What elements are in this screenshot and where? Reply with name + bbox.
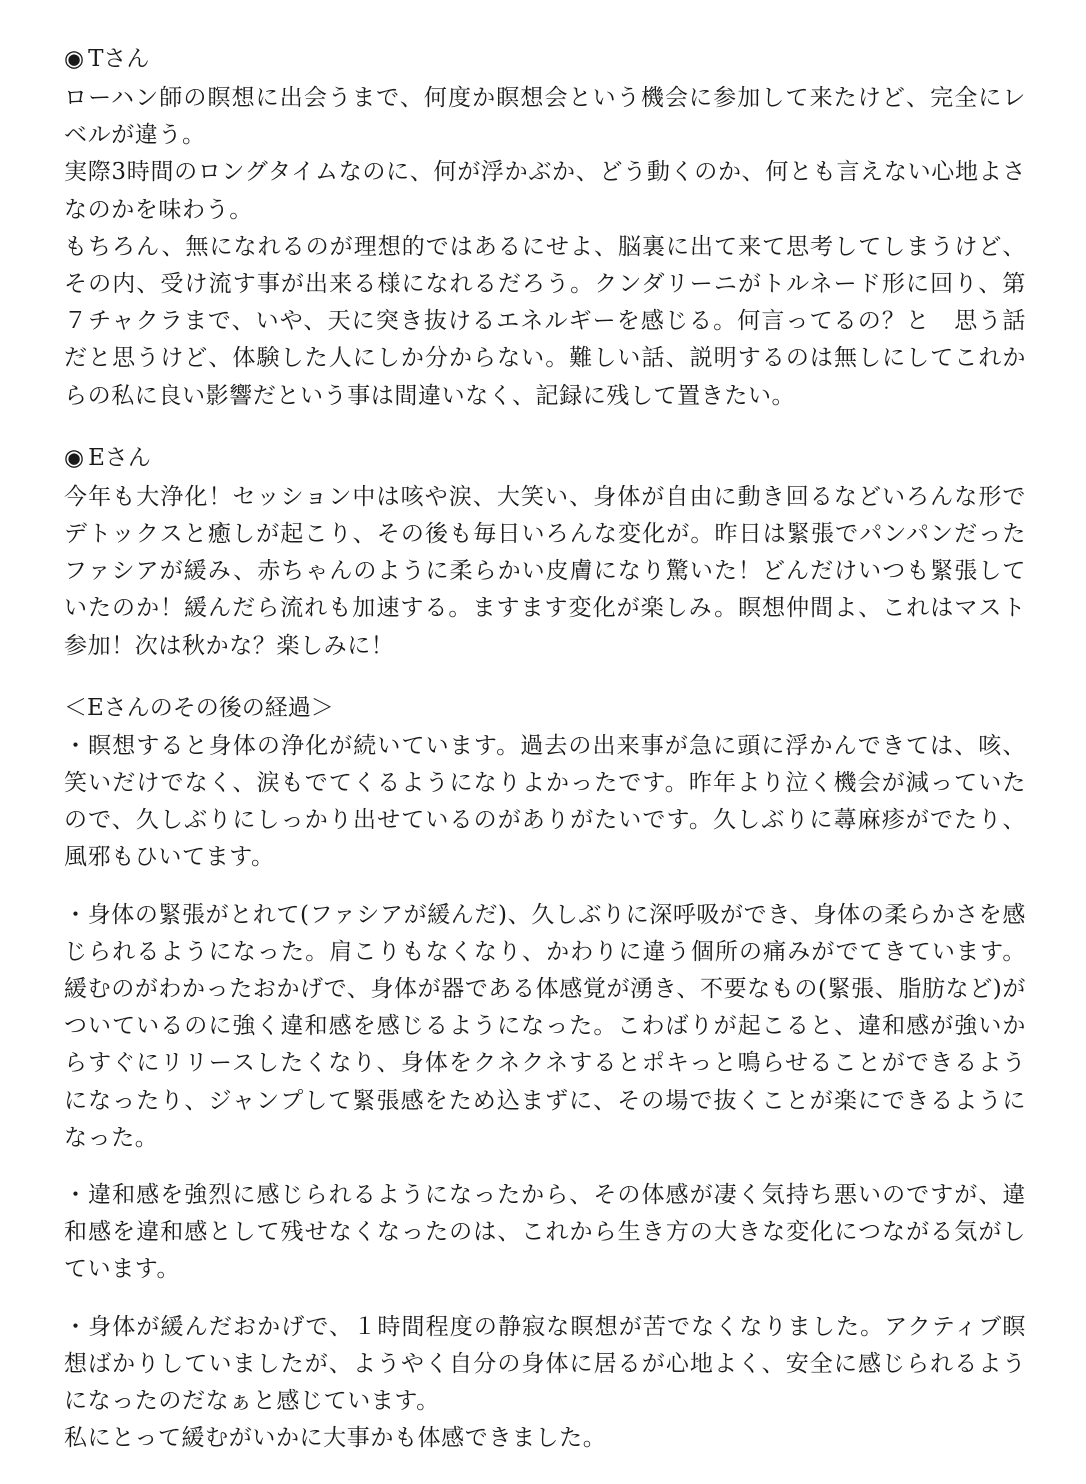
bullet-circle-icon: ◉ bbox=[64, 444, 85, 471]
testimonial-name: Tさん bbox=[88, 46, 150, 72]
testimonial-paragraph: 実際3時間のロングタイムなのに、何が浮かぶか、どう動くのか、何とも言えない心地よさなのかを味わう。 bbox=[64, 159, 1026, 223]
followup-item: ・瞑想すると身体の浄化が続いています。過去の出来事が急に頭に浮かんできては、咳、笑いだけでなく、涙もでてくるようになりよかったです。昨年より泣く機会が減っていたので、久しぶりにしっかり出せているのがありがたいです。久しぶりに蕁麻疹がでたり、風邪もひいてます。 bbox=[64, 732, 1026, 871]
followup-title: ＜Eさんのその後の経過＞ bbox=[64, 694, 334, 721]
followup-item: ・違和感を強烈に感じられるようになったから、その体感が凄く気持ち悪いのですが、違和感を違和感として残せなくなったのは、これから生き方の大きな変化につながる気がしています。 bbox=[64, 1182, 1026, 1283]
bullet-circle-icon: ◉ bbox=[64, 46, 85, 72]
testimonial-heading-t bbox=[64, 42, 1026, 76]
testimonial-heading-e bbox=[64, 441, 1026, 475]
testimonial-paragraph: 今年も大浄化！セッション中は咳や涙、大笑い、身体が自由に動き回るなどいろんな形でデトックスと癒しが起こり、その後も毎日いろんな変化が。昨日は緊張でパンパンだったファシアが緩み、赤ちゃんのように柔らかい皮膚になり驚いた！どんだけいつも緊張していたのか！緩んだら流れも加速する。ますます変化が楽しみ。瞑想仲間よ、これはマスト参加！次は秋かな？楽しみに！ bbox=[64, 483, 1026, 659]
followup-item: ・身体が緩んだおかげで、１時間程度の静寂な瞑想が苦でなくなりました。アクティブ瞑想ばかりしていましたが、ようやく自分の身体に居るが心地よく、安全に感じられるようになったのだなぁと感じています。 bbox=[64, 1313, 1026, 1415]
followup-item-closing: 私にとって緩むがいかに大事かも体感できました。 bbox=[64, 1425, 607, 1452]
testimonial-name: Eさん bbox=[88, 444, 151, 471]
document-body bbox=[64, 42, 1026, 1458]
testimonial-paragraph: ローハン師の瞑想に出会うまで、何度か瞑想会という機会に参加して来たけど、完全にレベルが違う。 bbox=[64, 85, 1026, 149]
followup-item: ・身体の緊張がとれて(ファシアが緩んだ)、久しぶりに深呼吸ができ、身体の柔らかさを感じられるようになった。肩こりもなくなり、かわりに違う個所の痛みがでてきています。緩むのがわかったおかげで、身体が器である体感覚が湧き、不要なもの(緊張、脂肪など)がついているのに強く違和感を感じるようになった。こわばりが起こると、違和感が強いからすぐにリリースしたくなり、身体をクネクネするとポキっと鳴らせることができるようになったり、ジャンプして緊張感をため込まずに、その場で抜くことが楽にできるようになった。 bbox=[64, 901, 1026, 1151]
testimonial-paragraph: もちろん、無になれるのが理想的ではあるにせよ、脳裏に出て来て思考してしまうけど、その内、受け流す事が出来る様になれるだろう。クンダリーニがトルネード形に回り、第７チャクラまで、いや、天に突き抜けるエネルギーを感じる。何言ってるの？と 思う話だと思うけど、体験した人にしか分からない。難しい話、説明するのは無しにしてこれからの私に良い影響だという事は間違いなく、記録に残して置きたい。 bbox=[64, 233, 1026, 409]
